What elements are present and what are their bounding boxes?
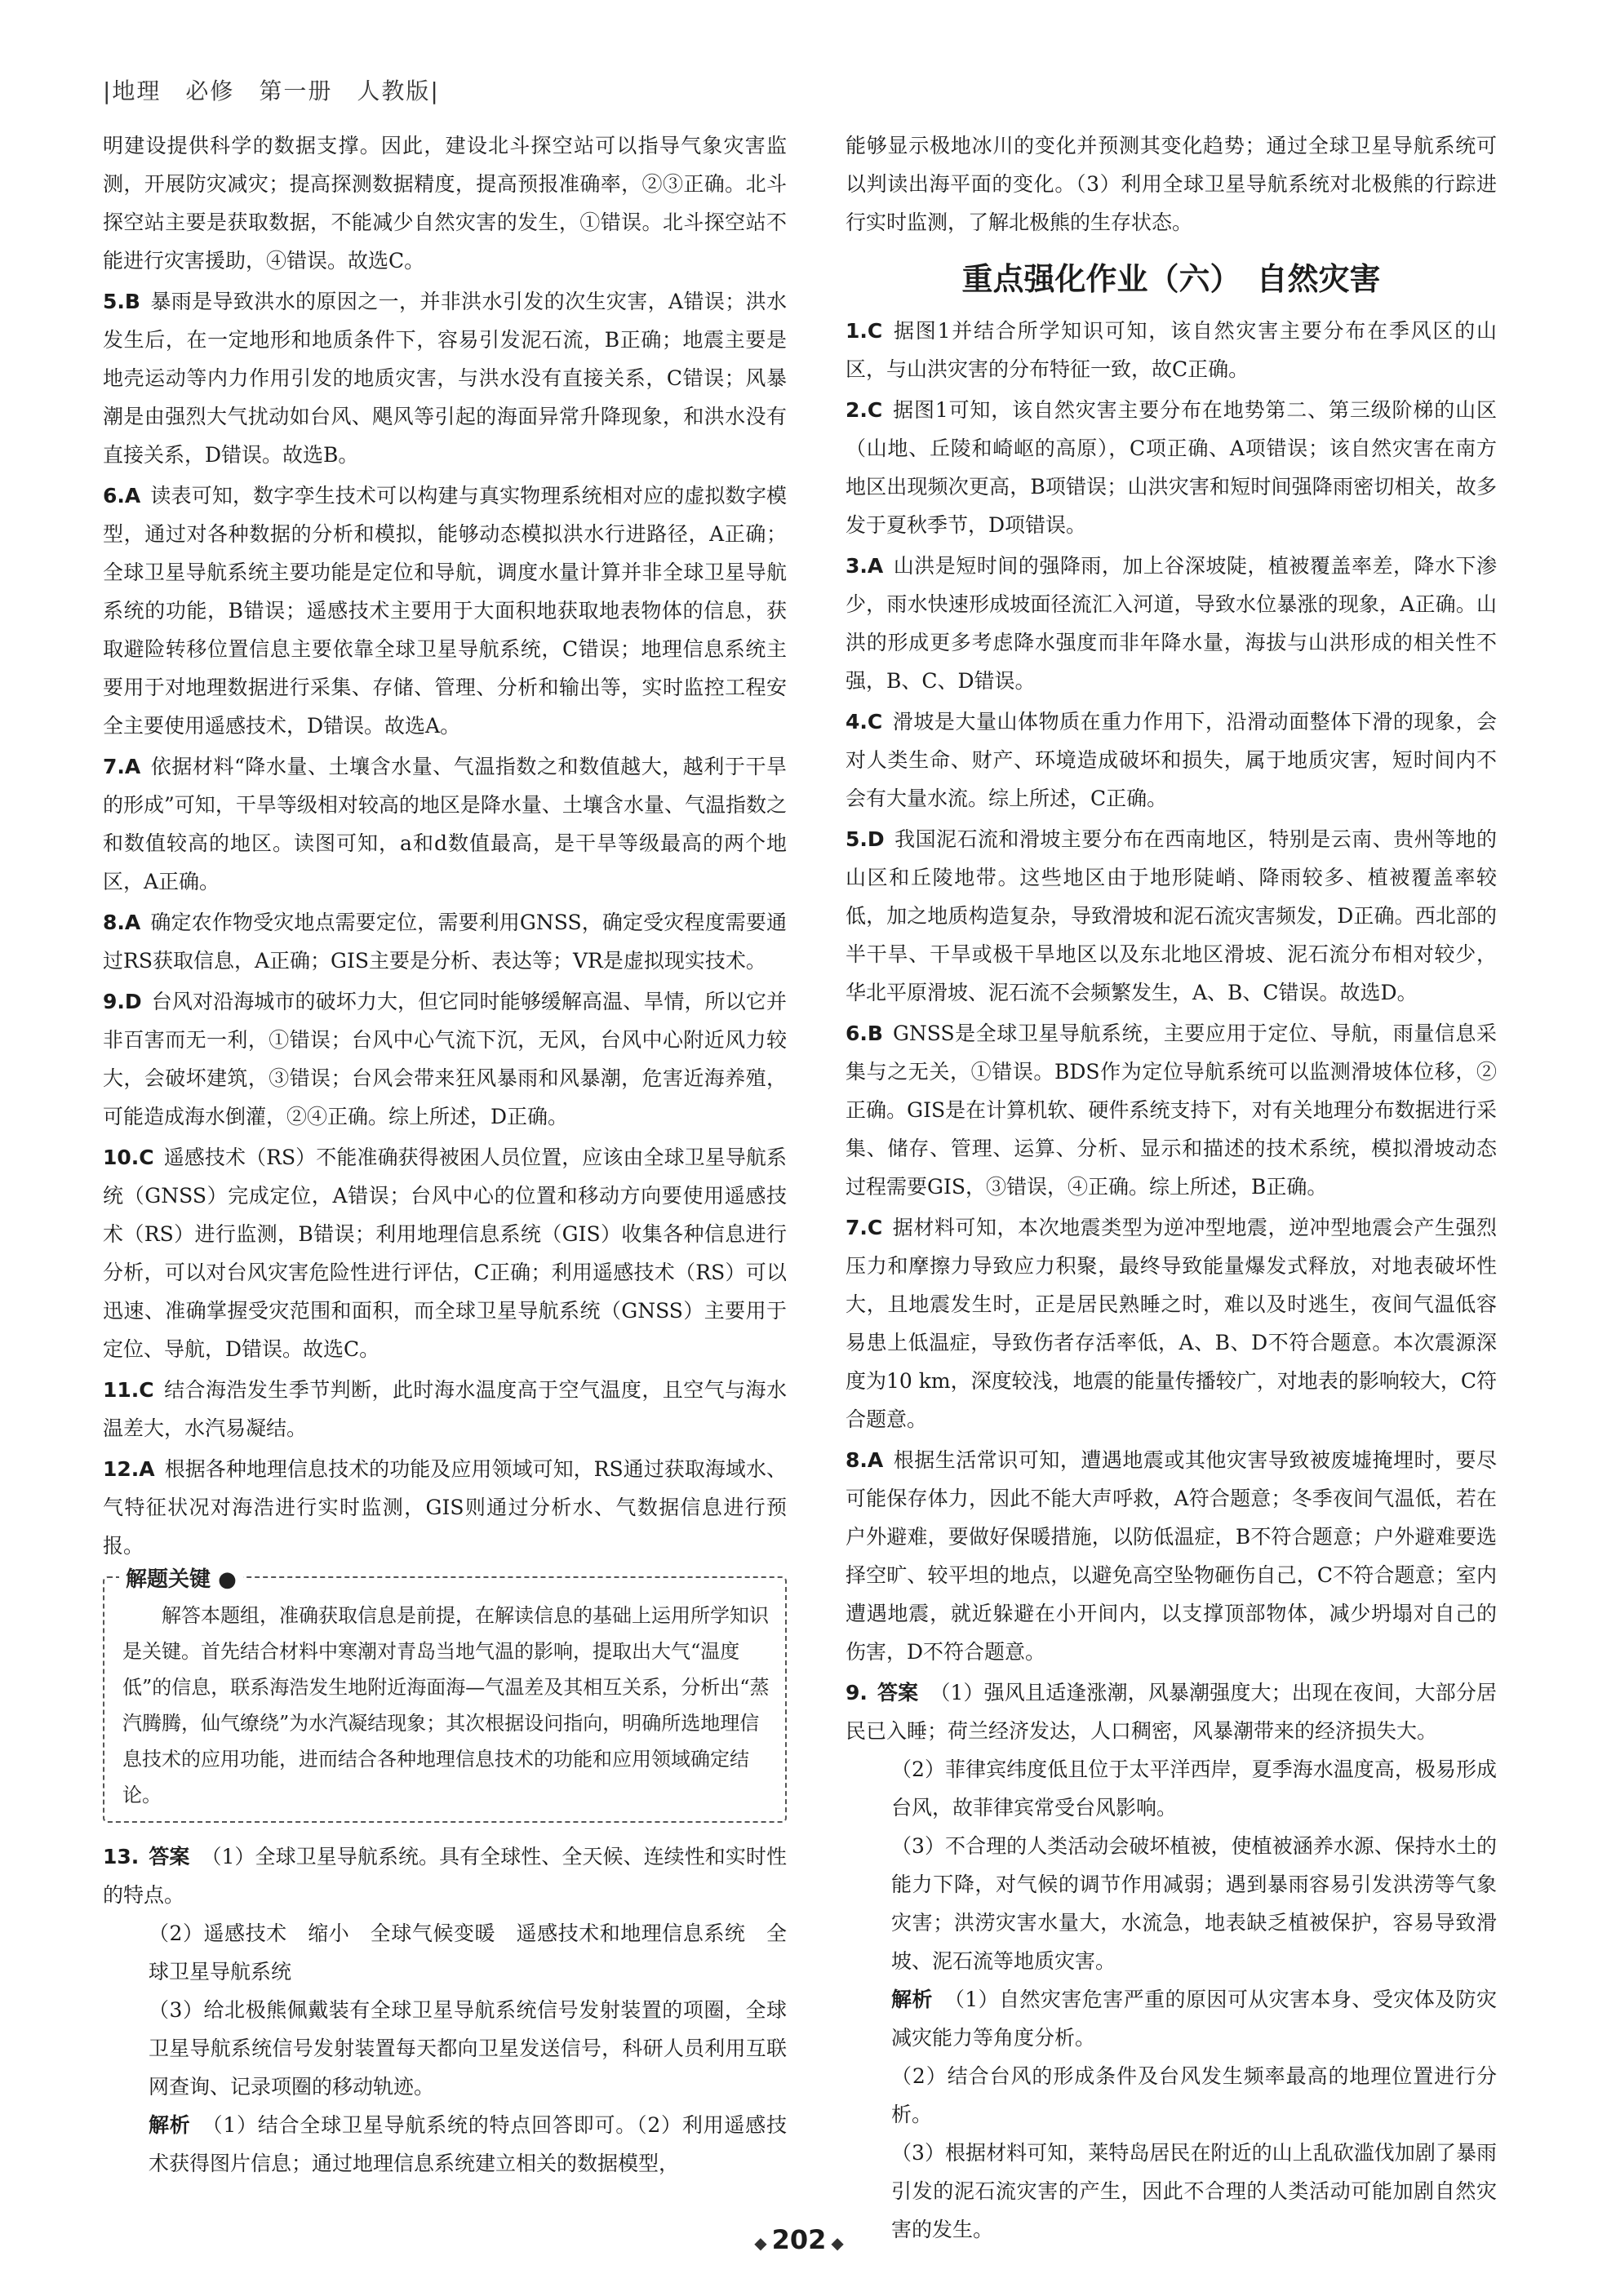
answer-item xyxy=(103,476,787,745)
item-text: 遥感技术（RS）不能准确获得被困人员位置，应该由全球卫星导航系统（GNSS）完成定位，A错误；台风中心的位置和移动方向要使用遥感技术（RS）进行监测，B错误；利用地理信息系统（GIS）收集各种信息进行分析，可以对台风灾害危险性进行评估，C正确；利用遥感技术（RS）可以迅速、准确掌握受灾范围和面积，而全球卫星导航系统（GNSS）主要用于定位、导航，D错误。故选C。 xyxy=(103,1146,787,1361)
answer-item xyxy=(103,1371,787,1447)
explanation-text: （3）根据材料可知，莱特岛居民在附近的山上乱砍滥伐加剧了暴雨引发的泥石流灾害的产生，因此不合理的人类活动可能加剧自然灾害的发生。 xyxy=(891,2141,1497,2241)
item-text: 据图1并结合所学知识可知，该自然灾害主要分布在季风区的山区，与山洪灾害的分布特征一致，故C正确。 xyxy=(846,319,1497,381)
answer-item xyxy=(103,1450,787,1565)
answer-label: 答案 xyxy=(149,1845,190,1868)
item-text: 根据各种地理信息技术的功能及应用领域可知，RS通过获取海域水、气特征状况对海浩进行实时监测，GIS则通过分析水、气数据信息进行预报。 xyxy=(103,1457,787,1558)
item-text: 台风对沿海城市的破坏力大，但它同时能够缓解高温、旱情，所以它并非百害而无一利，①错误；台风中心气流下沉，无风，台风中心附近风力较大，会破坏建筑，③错误；台风会带来狂风暴雨和风暴潮，危害近海养殖，可能造成海水倒灌，②④正确。综上所述，D正确。 xyxy=(103,990,787,1128)
key-points-box xyxy=(103,1567,787,1823)
item-text: 读表可知，数字孪生技术可以构建与真实物理系统相对应的虚拟数字模型，通过对各种数据的分析和模拟，能够动态模拟洪水行进路径，A正确；全球卫星导航系统主要功能是定位和导航，调度水量计算并非全球卫星导航系统的功能，B错误；遥感技术主要用于大面积地获取地表物体的信息，获取避险转移位置信息主要依靠全球卫星导航系统，C错误；地理信息系统主要用于对地理数据进行采集、存储、管理、分析和输出等，实时监控工程安全主要使用遥感技术，D错误。故选A。 xyxy=(103,484,787,738)
answer-text: （3）给北极熊佩戴装有全球卫星导航系统信号发射装置的项圈，全球卫星导航系统信号发射装置每天都向卫星发送信号，科研人员利用互联网查询、记录项圈的移动轨迹。 xyxy=(149,1998,787,2099)
explanation-text: （2）结合台风的形成条件及台风发生频率最高的地理位置进行分析。 xyxy=(891,2064,1497,2126)
item-text: 山洪是短时间的强降雨，加上谷深坡陡，植被覆盖率差，降水下渗少，雨水快速形成坡面径流汇入河道，导致水位暴涨的现象，A正确。山洪的形成更多考虑降水强度而非年降水量，海拔与山洪形成的相关性不强，B、C、D错误。 xyxy=(846,554,1497,693)
page-number: ◆ 202 ◆ xyxy=(754,2224,844,2255)
answer-item-9 xyxy=(846,1673,1497,2249)
item-number: 5.D xyxy=(846,827,885,851)
answer-item xyxy=(103,282,787,474)
right-column xyxy=(846,126,1497,2251)
item-number: 8.A xyxy=(103,911,141,934)
diamond-icon: ◆ xyxy=(754,2233,767,2253)
item-number: 9.D xyxy=(103,990,142,1013)
answer-item xyxy=(846,1208,1497,1438)
answer-text: （1）全球卫星导航系统。具有全球性、全天候、连续性和实时性的特点。 xyxy=(103,1845,787,1907)
explanation-label: 解析 xyxy=(149,2113,191,2137)
explanation-label: 解析 xyxy=(891,1988,933,2011)
item-number: 3.A xyxy=(846,554,884,578)
item-text: GNSS是全球卫星导航系统，主要应用于定位、导航，雨量信息采集与之无关，①错误。BDS作为定位导航系统可以监测滑坡体位移，②正确。GIS是在计算机软、硬件系统支持下，对有关地理分布数据进行采集、储存、管理、运算、分析、显示和描述的技术系统，模拟滑坡动态过程需要GIS，③错误，④正确。综上所述，B正确。 xyxy=(846,1022,1497,1199)
answer-item xyxy=(846,703,1497,818)
answer-label: 答案 xyxy=(877,1681,919,1704)
answer-text: （2）菲律宾纬度低且位于太平洋西岸，夏季海水温度高，极易形成台风，故菲律宾常受台风影响。 xyxy=(891,1757,1497,1820)
item-text: 确定农作物受灾地点需要定位，需要利用GNSS，确定受灾程度需要通过RS获取信息，A正确；GIS主要是分析、表达等；VR是虚拟现实技术。 xyxy=(103,911,787,973)
answer-text: （1）强风且适逢涨潮，风暴潮强度大；出现在夜间，大部分居民已入睡；荷兰经济发达，人口稠密，风暴潮带来的经济损失大。 xyxy=(846,1681,1497,1743)
item-number: 5.B xyxy=(103,290,140,313)
right-answer-list xyxy=(846,312,1497,1671)
answer-item xyxy=(846,391,1497,544)
continued-text: 能够显示极地冰川的变化并预测其变化趋势；通过全球卫星导航系统可以判读出海平面的变化。（3）利用全球卫星导航系统对北极熊的行踪进行实时监测，了解北极熊的生存状态。 xyxy=(846,134,1497,234)
item-text: 据图1可知，该自然灾害主要分布在地势第二、第三级阶梯的山区（山地、丘陵和崎岖的高原），C项正确、A项错误；该自然灾害在南方地区出现频次更高，B项错误；山洪灾害和短时间强降雨密切相关，故多发于夏秋季节，D项错误。 xyxy=(846,398,1497,537)
item-number: 4.C xyxy=(846,710,883,734)
item-number: 8.A xyxy=(846,1448,884,1472)
answer-item xyxy=(846,312,1497,388)
item-number: 2.C xyxy=(846,398,883,422)
section-title: 重点强化作业（六） 自然灾害 xyxy=(961,261,1381,297)
answer-item xyxy=(846,820,1497,1012)
item-number: 6.B xyxy=(846,1022,883,1045)
left-column xyxy=(103,126,787,2185)
item-text: 据材料可知，本次地震类型为逆冲型地震，逆冲型地震会产生强烈压力和摩擦力导致应力积聚，最终导致能量爆发式释放，对地表破坏性大，且地震发生时，正是居民熟睡之时，难以及时逃生，夜间气温低容易患上低温症，导致伤者存活率低，A、B、D不符合题意。本次震源深度为10 km，深度较浅，地震的能量传播较广，对地表的影响较大，C符合题意。 xyxy=(846,1216,1497,1431)
answer-text: （2）遥感技术 缩小 全球气候变暖 遥感技术和地理信息系统 全球卫星导航系统 xyxy=(149,1921,787,1984)
answer-item-13 xyxy=(103,1837,787,2183)
answer-item xyxy=(846,1014,1497,1206)
key-points-text: 解答本题组，准确获取信息是前提，在解读信息的基础上运用所学知识是关键。首先结合材料中寒潮对青岛当地气温的影响，提取出大气“温度低”的信息，联系海浩发生地附近海面海—气温差及其相互关系，分析出“蒸汽腾腾，仙气缭绕”为水汽凝结现象；其次根据设问指向，明确所选地理信息技术的应用功能，进而结合各种地理信息技术的功能和应用领域确定结论。 xyxy=(122,1604,770,1806)
item-number: 12.A xyxy=(103,1457,155,1481)
answer-item xyxy=(103,982,787,1136)
item-number: 1.C xyxy=(846,319,883,343)
item-number: 10.C xyxy=(103,1146,154,1169)
item-text: 暴雨是导致洪水的原因之一，并非洪水引发的次生灾害，A错误；洪水发生后，在一定地形和地质条件下，容易引发泥石流，B正确；地震主要是地壳运动等内力作用引发的地质灾害，与洪水没有直接关系，C错误；风暴潮是由强烈大气扰动如台风、飓风等引起的海面异常升降现象，和洪水没有直接关系，D错误。故选B。 xyxy=(103,290,787,467)
key-points-title: 解题关键 ● xyxy=(119,1562,243,1598)
left-answer-list xyxy=(103,282,787,1565)
answer-item xyxy=(103,747,787,901)
answer-text: （3）不合理的人类活动会破坏植被，使植被涵养水源、保持水土的能力下降，对气候的调节作用减弱；遇到暴雨容易引发洪涝等气象灾害；洪涝灾害水量大，水流急，地表缺乏植被保护，容易导致滑坡、泥石流等地质灾害。 xyxy=(891,1834,1497,1973)
running-header: |地理 必修 第一册 人教版| xyxy=(103,78,440,104)
item-text: 结合海浩发生季节判断，此时海水温度高于空气温度，且空气与海水温差大，水汽易凝结。 xyxy=(103,1378,787,1440)
continued-text: 明建设提供科学的数据支撑。因此，建设北斗探空站可以指导气象灾害监测，开展防灾减灾；提高探测数据精度，提高预报准确率，②③正确。北斗探空站主要是获取数据，不能减少自然灾害的发生，①错误。北斗探空站不能进行灾害援助，④错误。故选C。 xyxy=(103,134,787,273)
item-text: 根据生活常识可知，遭遇地震或其他灾害导致被废墟掩埋时，要尽可能保存体力，因此不能大声呼救，A符合题意；冬季夜间气温低，若在户外避难，要做好保暖措施，以防低温症，B不符合题意；户外避难要选择空旷、较平坦的地点，以避免高空坠物砸伤自己，C不符合题意；室内遭遇地震，就近躲避在小开间内，以支撑顶部物体，减少坍塌对自己的伤害，D不符合题意。 xyxy=(846,1448,1497,1664)
item-number: 7.A xyxy=(103,755,141,778)
answer-item xyxy=(103,903,787,980)
answer-item xyxy=(846,1441,1497,1671)
item-number: 6.A xyxy=(103,484,141,508)
item-number: 13. xyxy=(103,1845,140,1868)
answer-item xyxy=(846,547,1497,700)
item-text: 我国泥石流和滑坡主要分布在西南地区，特别是云南、贵州等地的山区和丘陵地带。这些地区由于地形陡峭、降雨较多、植被覆盖率较低，加之地质构造复杂，导致滑坡和泥石流灾害频发，D正确。西北部的半干旱、干旱或极干旱地区以及东北地区滑坡、泥石流分布相对较少，华北平原滑坡、泥石流不会频繁发生，A、B、C错误。故选D。 xyxy=(846,827,1497,1004)
explanation-text: （1）自然灾害危害严重的原因可从灾害本身、受灾体及防灾减灾能力等角度分析。 xyxy=(891,1988,1497,2050)
item-text: 依据材料“降水量、土壤含水量、气温指数之和数值越大，越利于干旱的形成”可知，干旱等级相对较高的地区是降水量、土壤含水量、气温指数之和数值较高的地区。读图可知，a和d数值最高，是干旱等级最高的两个地区，A正确。 xyxy=(103,755,787,893)
answer-item xyxy=(103,1138,787,1368)
explanation-text: （1）结合全球卫星导航系统的特点回答即可。（2）利用遥感技术获得图片信息；通过地理信息系统建立相关的数据模型， xyxy=(149,2113,787,2175)
item-number: 7.C xyxy=(846,1216,883,1239)
item-number: 9. xyxy=(846,1681,868,1704)
item-text: 滑坡是大量山体物质在重力作用下，沿滑动面整体下滑的现象，会对人类生命、财产、环境造成破坏和损失，属于地质灾害，短时间内不会有大量水流。综上所述，C正确。 xyxy=(846,710,1497,810)
item-number: 11.C xyxy=(103,1378,154,1402)
diamond-icon: ◆ xyxy=(831,2233,844,2253)
